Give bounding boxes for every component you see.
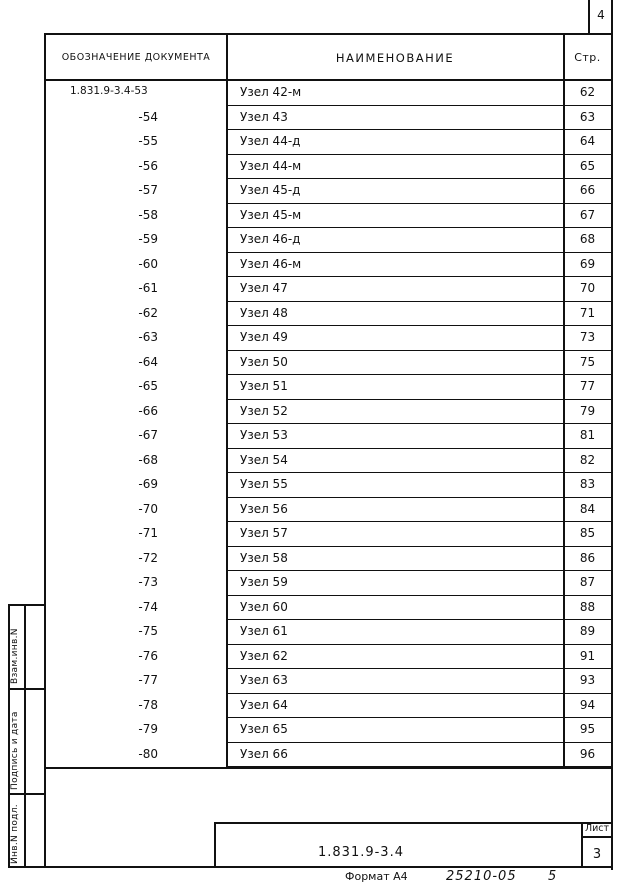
row-divider xyxy=(227,668,612,669)
row-code: -71 xyxy=(138,526,158,540)
row-name: Узел 50 xyxy=(240,354,288,369)
row-code: -78 xyxy=(138,697,158,712)
side-block-top xyxy=(8,604,46,606)
row-code: -59 xyxy=(138,232,158,246)
row-page: 70 xyxy=(579,281,596,295)
header-page: Стр. xyxy=(574,51,601,64)
row-name: Узел 52 xyxy=(240,403,288,418)
title-block-left xyxy=(214,822,216,868)
row-page: 95 xyxy=(579,722,596,736)
row-code: -63 xyxy=(138,330,158,344)
row-code: -68 xyxy=(138,452,158,467)
row-code: -72 xyxy=(138,550,158,565)
title-document-code: 1.831.9-3.4 xyxy=(318,845,404,860)
row-divider xyxy=(227,154,612,155)
row-name: Узел 48 xyxy=(240,305,288,320)
row-code: 1.831.9-3.4-53 xyxy=(70,85,148,97)
row-divider xyxy=(227,644,612,645)
row-page: 81 xyxy=(579,428,596,442)
row-code: -77 xyxy=(138,673,158,687)
row-name: Узел 56 xyxy=(240,501,288,516)
row-divider xyxy=(227,472,612,473)
row-divider xyxy=(227,374,612,375)
row-name: Узел 57 xyxy=(240,526,288,540)
row-page: 93 xyxy=(579,673,596,687)
row-page: 91 xyxy=(579,648,596,663)
side-label-vzam-inv: Взам.инв.N xyxy=(10,628,20,684)
row-divider xyxy=(227,521,612,522)
side-block-div1 xyxy=(8,688,46,690)
row-divider xyxy=(227,129,612,130)
row-name: Узел 46-д xyxy=(240,232,301,246)
row-name: Узел 66 xyxy=(240,746,288,761)
row-code: -62 xyxy=(138,305,158,320)
row-page: 82 xyxy=(579,452,596,467)
row-page: 67 xyxy=(579,207,596,222)
format-label: Формат А4 xyxy=(345,870,408,883)
row-page: 94 xyxy=(579,697,596,712)
row-code: -67 xyxy=(138,428,158,442)
handwritten-number: 25210-05 xyxy=(446,869,517,884)
row-code: -65 xyxy=(138,379,158,393)
row-divider xyxy=(227,423,612,424)
row-name: Узел 51 xyxy=(240,379,288,393)
side-label-podpis-data: Подпись и дата xyxy=(10,711,20,790)
row-name: Узел 46-м xyxy=(240,256,302,271)
row-divider xyxy=(227,595,612,596)
row-page: 85 xyxy=(579,526,596,540)
row-divider xyxy=(227,766,612,767)
row-code: -60 xyxy=(138,256,158,271)
row-name: Узел 62 xyxy=(240,648,288,663)
row-name: Узел 42-м xyxy=(240,85,302,99)
row-page: 63 xyxy=(579,109,596,124)
row-code: -70 xyxy=(138,501,158,516)
row-name: Узел 61 xyxy=(240,624,288,638)
row-name: Узел 44-д xyxy=(240,134,301,148)
row-divider xyxy=(227,203,612,204)
row-name: Узел 43 xyxy=(240,109,288,124)
header-underline xyxy=(44,79,612,81)
row-divider xyxy=(227,252,612,253)
row-page: 84 xyxy=(579,501,596,516)
row-name: Узел 59 xyxy=(240,575,288,589)
row-code: -75 xyxy=(138,624,158,638)
row-divider xyxy=(227,546,612,547)
row-divider xyxy=(227,105,612,106)
table-bottom xyxy=(44,767,612,769)
row-name: Узел 53 xyxy=(240,428,288,442)
col-sep-1 xyxy=(226,33,228,768)
row-divider xyxy=(227,570,612,571)
side-block-mid xyxy=(24,604,26,868)
row-divider xyxy=(227,325,612,326)
frame-left xyxy=(44,33,46,868)
row-code: -74 xyxy=(138,599,158,614)
row-page: 87 xyxy=(579,575,596,589)
sheet-cell-divider xyxy=(581,836,612,838)
row-code: -76 xyxy=(138,648,158,663)
row-page: 71 xyxy=(579,305,596,320)
row-name: Узел 45-м xyxy=(240,207,302,222)
row-code: -73 xyxy=(138,575,158,589)
row-name: Узел 58 xyxy=(240,550,288,565)
row-divider xyxy=(227,399,612,400)
row-page: 89 xyxy=(579,624,596,638)
row-code: -69 xyxy=(138,477,158,491)
row-page: 86 xyxy=(579,550,596,565)
row-name: Узел 49 xyxy=(240,330,288,344)
row-page: 75 xyxy=(579,354,596,369)
row-divider xyxy=(227,497,612,498)
row-code: -55 xyxy=(138,134,158,148)
row-page: 77 xyxy=(579,379,596,393)
row-name: Узел 60 xyxy=(240,599,288,614)
row-page: 96 xyxy=(579,746,596,761)
row-divider xyxy=(227,693,612,694)
row-name: Узел 55 xyxy=(240,477,288,491)
title-block-top xyxy=(214,822,612,824)
row-divider xyxy=(227,301,612,302)
row-divider xyxy=(227,619,612,620)
sheet-number: 4 xyxy=(597,8,605,22)
row-code: -66 xyxy=(138,403,158,418)
side-label-inv-podl: Инв.N подл. xyxy=(10,804,20,864)
header-name: НАИМЕНОВАНИЕ xyxy=(335,51,455,65)
row-name: Узел 47 xyxy=(240,281,288,295)
row-page: 69 xyxy=(579,256,596,271)
frame-bottom xyxy=(8,866,613,868)
row-page: 65 xyxy=(579,158,596,173)
row-page: 64 xyxy=(579,134,596,148)
side-block-div2 xyxy=(8,793,46,795)
row-code: -56 xyxy=(138,158,158,173)
row-name: Узел 63 xyxy=(240,673,288,687)
sheet-label: Лист xyxy=(584,823,610,834)
row-code: -54 xyxy=(138,109,158,124)
header-designation: ОБОЗНАЧЕНИЕ ДОКУМЕНТА xyxy=(61,52,211,63)
row-code: -58 xyxy=(138,207,158,222)
row-page: 88 xyxy=(579,599,596,614)
row-name: Узел 64 xyxy=(240,697,288,712)
row-page: 68 xyxy=(579,232,596,246)
frame-top xyxy=(44,33,612,35)
row-page: 79 xyxy=(579,403,596,418)
row-name: Узел 54 xyxy=(240,452,288,467)
row-divider xyxy=(227,717,612,718)
row-page: 62 xyxy=(579,85,596,99)
row-divider xyxy=(227,448,612,449)
row-code: -64 xyxy=(138,354,158,369)
row-page: 73 xyxy=(579,330,596,344)
row-name: Узел 45-д xyxy=(240,183,301,197)
row-divider xyxy=(227,276,612,277)
frame-right xyxy=(611,0,613,870)
row-divider xyxy=(227,350,612,351)
row-page: 66 xyxy=(579,183,596,197)
row-divider xyxy=(227,742,612,743)
row-divider xyxy=(227,178,612,179)
row-page: 83 xyxy=(579,477,596,491)
row-code: -57 xyxy=(138,183,158,197)
row-code: -61 xyxy=(138,281,158,295)
row-code: -80 xyxy=(138,746,158,761)
row-code: -79 xyxy=(138,722,158,736)
sheet-value: 3 xyxy=(592,847,602,862)
row-name: Узел 44-м xyxy=(240,158,302,173)
footer-number: 5 xyxy=(548,869,557,884)
row-divider xyxy=(227,227,612,228)
row-name: Узел 65 xyxy=(240,722,288,736)
